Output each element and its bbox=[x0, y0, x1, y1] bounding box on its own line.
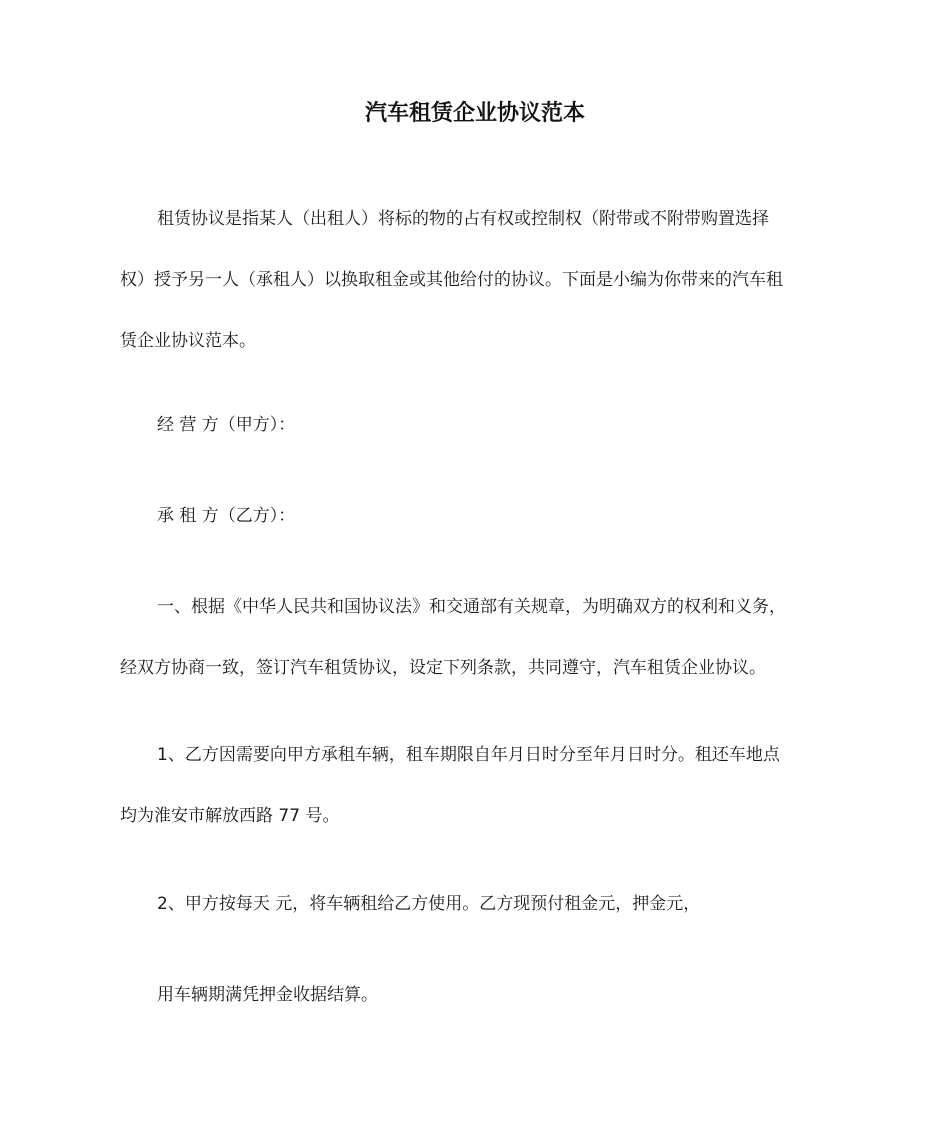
intro-line-1: 租赁协议是指某人（出租人）将标的物的占有权或控制权（附带或不附带购置选择 bbox=[157, 209, 769, 229]
clause-1-line-2: 均为淮安市解放西路 77 号。 bbox=[120, 806, 340, 826]
clause-intro-line-2: 经双方协商一致，签订汽车租赁协议，设定下列条款，共同遵守，汽车租赁企业协议。 bbox=[120, 658, 766, 678]
document-title: 汽车租赁企业协议范本 bbox=[364, 101, 585, 126]
intro-line-2: 权）授予另一人（承租人）以换取租金或其他给付的协议。下面是小编为你带来的汽车租 bbox=[120, 270, 783, 290]
clause-intro-paragraph bbox=[120, 577, 832, 699]
clause-1-line-1: 1、乙方因需要向甲方承租车辆，租车期限自年月日时分至年月日时分。租还车地点 bbox=[157, 745, 780, 765]
clause-2-continuation bbox=[120, 965, 832, 1026]
clause-2-line-1: 2、甲方按每天 元，将车辆租给乙方使用。乙方现预付租金元，押金元， bbox=[157, 894, 701, 914]
party-a-label: 经 营 方（甲方）： bbox=[157, 415, 296, 435]
intro-paragraph bbox=[120, 189, 832, 372]
clause-1-paragraph bbox=[120, 725, 832, 847]
party-b-label: 承 租 方（乙方）： bbox=[157, 506, 296, 526]
clause-intro-line-1: 一、根据《中华人民共和国协议法》和交通部有关规章，为明确双方的权利和义务， bbox=[157, 597, 786, 617]
clause-2-line-2: 用车辆期满凭押金收据结算。 bbox=[157, 985, 378, 1005]
intro-line-3: 赁企业协议范本。 bbox=[120, 331, 256, 351]
party-a-line bbox=[120, 395, 832, 456]
party-b-line bbox=[120, 486, 832, 547]
clause-2-paragraph bbox=[120, 874, 832, 935]
